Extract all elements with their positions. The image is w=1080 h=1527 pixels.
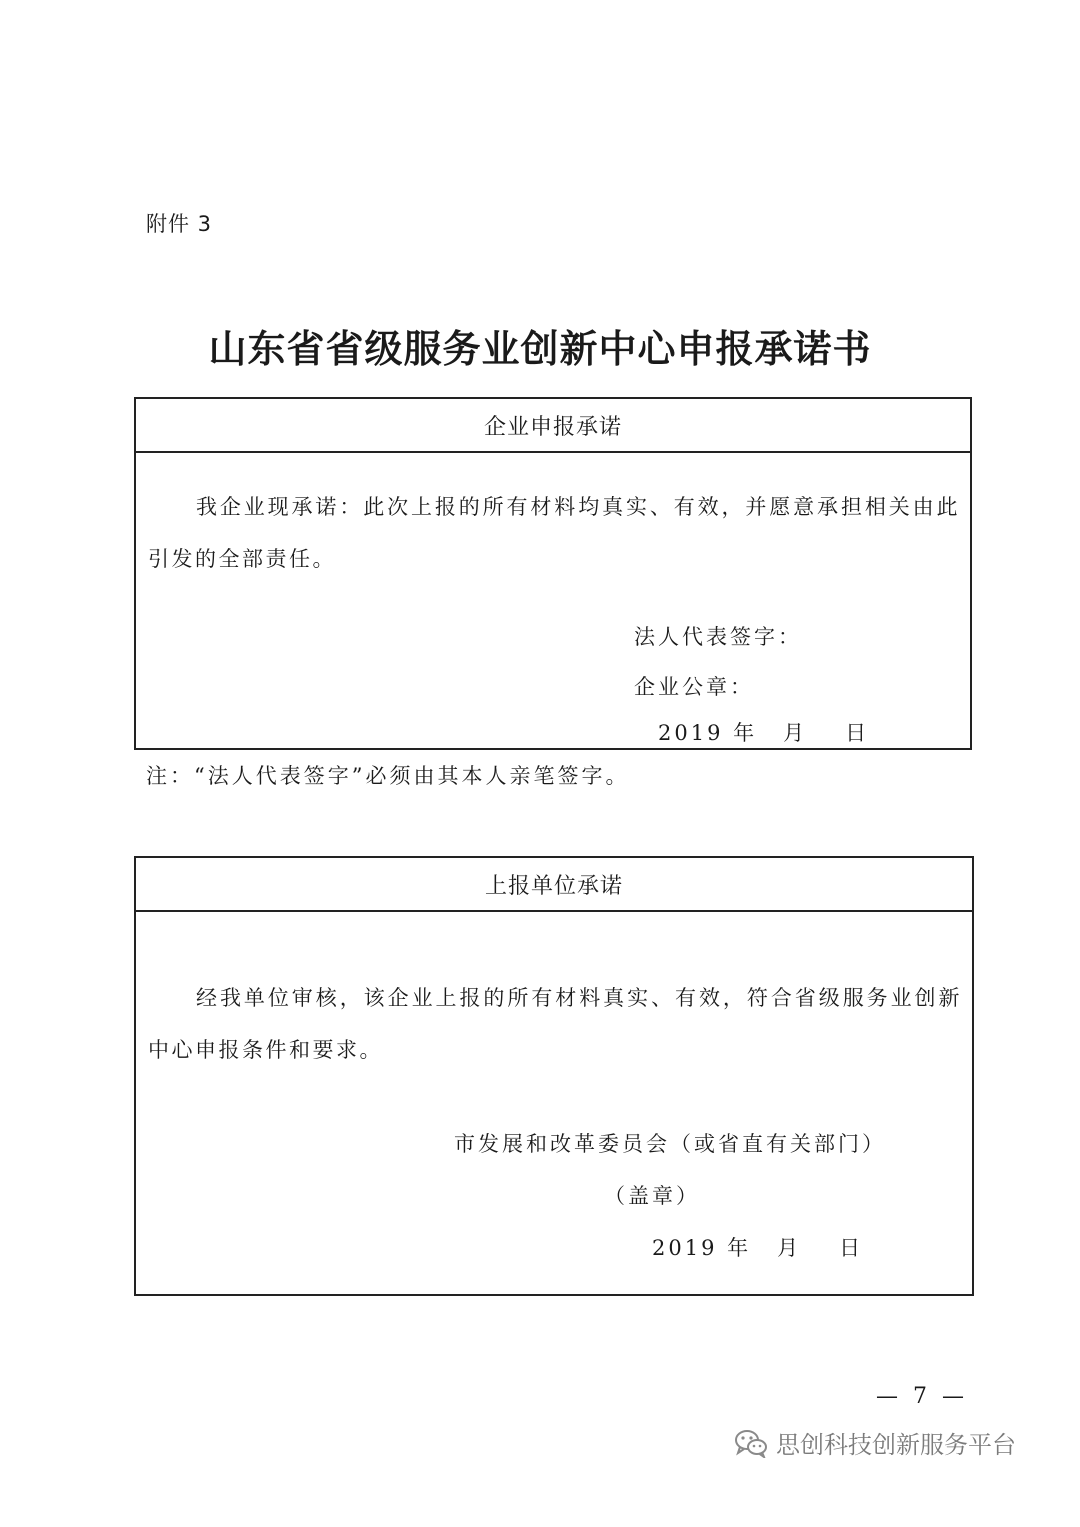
enterprise-seal-label: 企业公章： [634, 675, 754, 699]
reporting-date-year: 2019 年 [652, 1236, 752, 1260]
enterprise-commitment-text: 我企业现承诺：此次上报的所有材料均真实、有效，并愿意承担相关由此引发的全部责任。 [148, 495, 960, 571]
reporting-unit-commitment-text: 经我单位审核，该企业上报的所有材料真实、有效，符合省级服务业创新中心申报条件和要求。 [148, 986, 962, 1062]
attachment-label: 附件 3 [146, 212, 213, 236]
stamp-label: （盖章） [604, 1184, 700, 1208]
reporting-date-month: 月 [777, 1236, 802, 1260]
enterprise-commitment-box [134, 397, 972, 750]
enterprise-date-day: 日 [845, 721, 870, 745]
reporting-unit-date [652, 1232, 863, 1262]
watermark [734, 1425, 1016, 1460]
page-number: — 7 — [876, 1384, 968, 1409]
enterprise-date-month: 月 [783, 721, 808, 745]
enterprise-date-year: 2019 年 [658, 721, 758, 745]
watermark-text: 思创科技创新服务平台 [776, 1431, 1016, 1459]
wechat-icon [734, 1428, 768, 1458]
reporting-department: 市发展和改革委员会（或省直有关部门） [454, 1132, 886, 1156]
document-title: 山东省省级服务业创新中心申报承诺书 [208, 327, 872, 371]
legal-representative-signature-label: 法人代表签字： [634, 625, 802, 649]
reporting-unit-commitment-header: 上报单位承诺 [136, 858, 972, 912]
enterprise-date [658, 717, 869, 747]
signature-note: 注：“法人代表签字”必须由其本人亲笔签字。 [146, 764, 630, 788]
reporting-date-day: 日 [839, 1236, 864, 1260]
enterprise-commitment-header: 企业申报承诺 [136, 399, 970, 453]
reporting-unit-commitment-box [134, 856, 974, 1296]
